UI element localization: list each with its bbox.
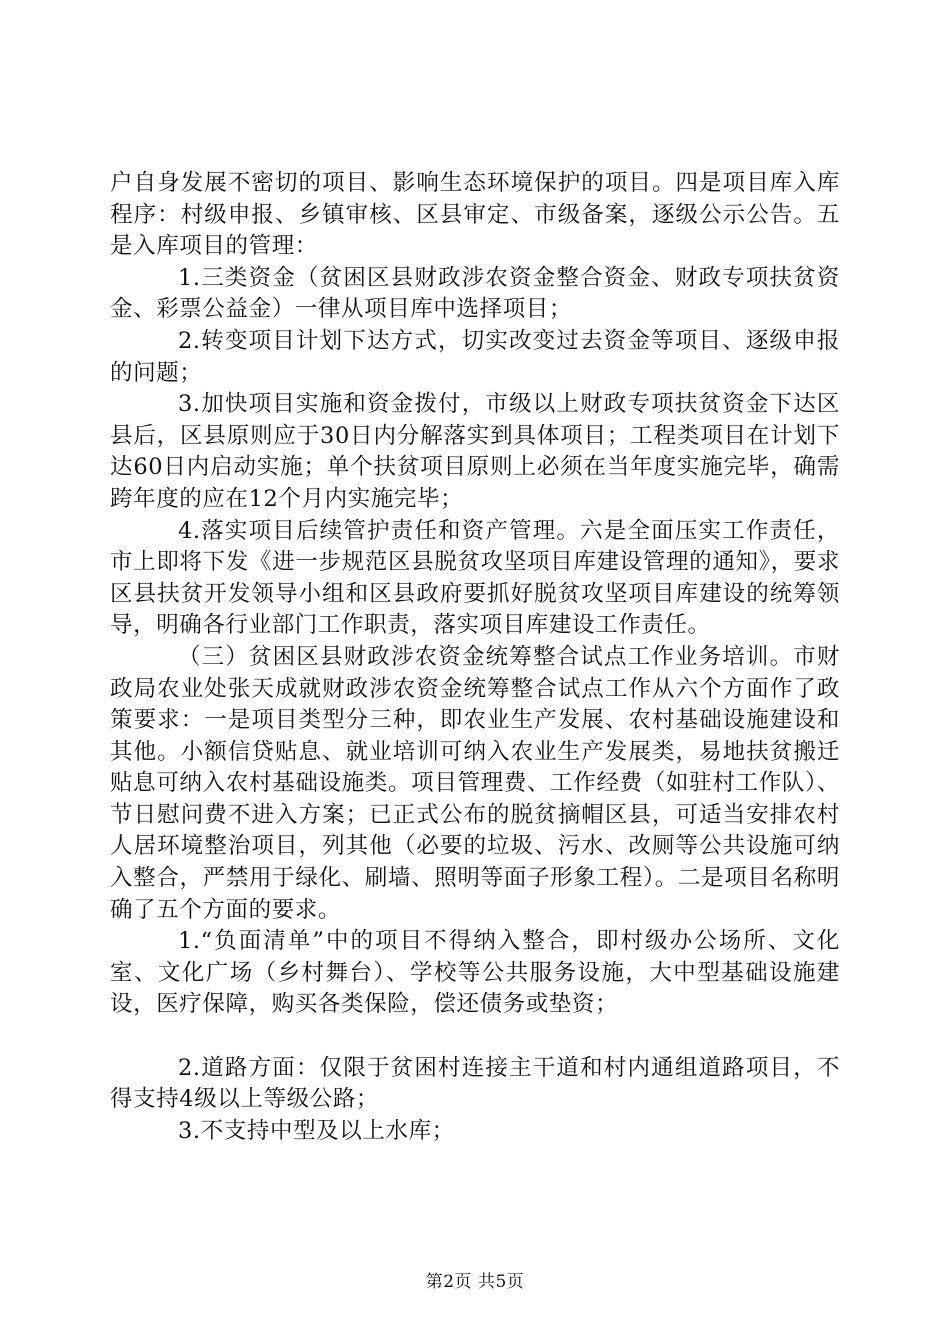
list-item-2: 2.道路方面：仅限于贫困村连接主干道和村内通组道路项目，不得支持4级以上等级公路； xyxy=(110,1054,840,1113)
list-item-1: 1.三类资金（贫困区县财政涉农资金整合资金、财政专项扶贫资金、彩票公益金）一律从项目库中选择项目； xyxy=(110,264,840,323)
list-item-2: 2.转变项目计划下达方式，切实改变过去资金等项目、逐级申报的问题； xyxy=(110,327,840,386)
list-item-1: 1.“负面清单”中的项目不得纳入整合，即村级办公场所、文化室、文化广场（乡村舞台）、学校等公共服务设施，大中型基础设施建设，医疗保障，购买各类保险，偿还债务或垫资； xyxy=(110,928,840,1018)
page-footer: 第2页 共5页 xyxy=(425,1272,525,1292)
paragraph: 户自身发展不密切的项目、影响生态环境保护的项目。四是项目库入库程序：村级申报、乡镇审核、区县审定、市级备案，逐级公示公告。五是入库项目的管理： xyxy=(110,170,840,260)
list-item-4: 4.落实项目后续管护责任和资产管理。六是全面压实工作责任，市上即将下发《进一步规范区县脱贫攻坚项目库建设管理的通知》，要求区县扶贫开发领导小组和区县政府要抓好脱贫攻坚项目库建设的统筹领导，明确各行业部门工作职责，落实项目库建设工作责任。 xyxy=(110,517,840,639)
section-paragraph: （三）贫困区县财政涉农资金统筹整合试点工作业务培训。市财政局农业处张天成就财政涉农资金统筹整合试点工作从六个方面作了政策要求：一是项目类型分三种，即农业生产发展、农村基础设施建设和其他。小额信贷贴息、就业培训可纳入农业生产发展类，易地扶贫搬迁贴息可纳入农村基础设施类。项目管理费、工作经费（如驻村工作队）、节日慰问费不进入方案；已正式公布的脱贫摘帽区县，可适当安排农村人居环境整治项目，列其他（必要的垃圾、污水、改厕等公共设施可纳入整合，严禁用于绿化、刷墙、照明等面子形象工程）。二是项目名称明确了五个方面的要求。 xyxy=(110,643,840,923)
list-item-3: 3.不支持中型及以上水库； xyxy=(178,1117,455,1144)
document-body xyxy=(110,168,840,1147)
list-item-3: 3.加快项目实施和资金拨付，市级以上财政专项扶贫资金下达区县后，区县原则应于30日内分解落实到具体项目；工程类项目在计划下达60日内启动实施；单个扶贫项目原则上必须在当年度实施完毕，确需跨年度的应在12个月内实施完毕； xyxy=(110,391,840,512)
blank-line xyxy=(110,1021,840,1053)
